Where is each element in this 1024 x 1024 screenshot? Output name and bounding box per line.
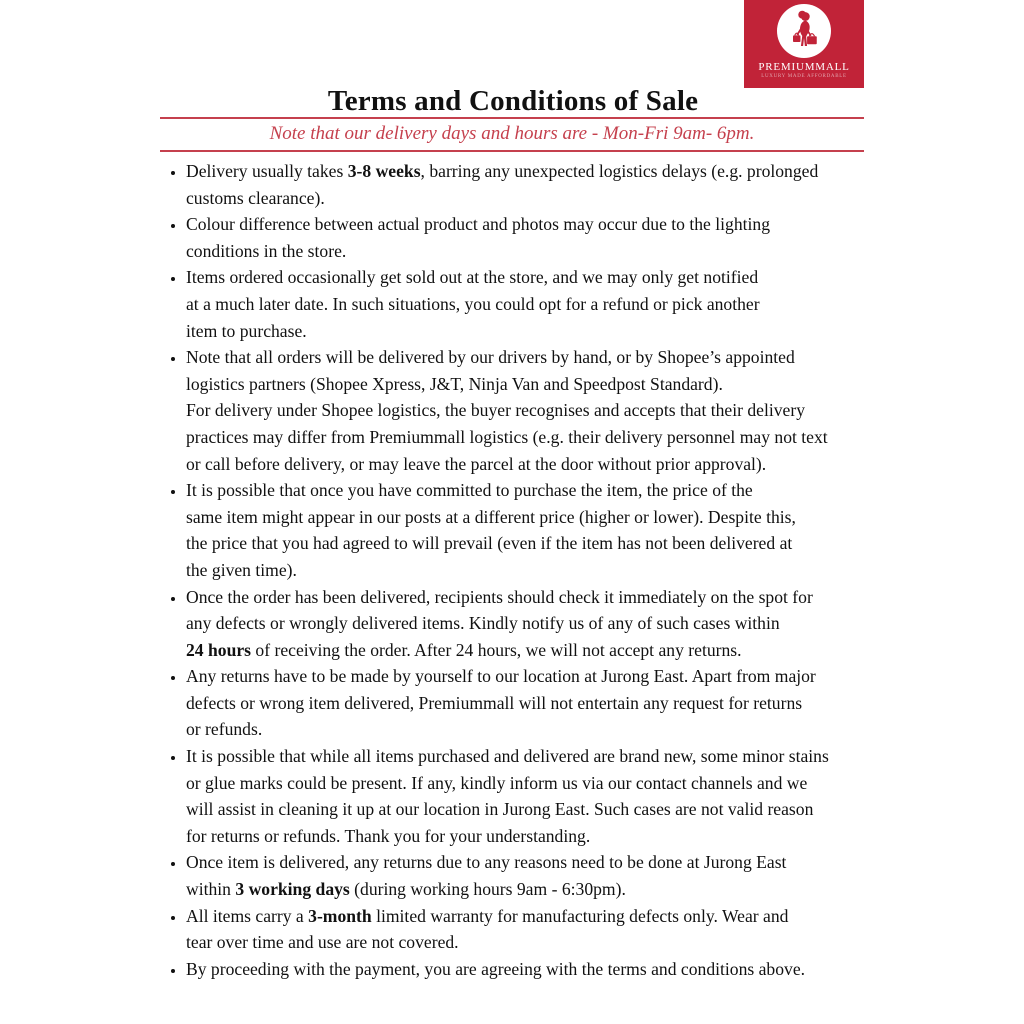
list-item: • Once the order has been delivered, recipients should check it immediately on the spot for any defects or wrongly delivered items. Kindly notify us of any of such cases within 24 hours of receiving the order. After 24 hours, we will not accept any returns. bbox=[186, 584, 898, 664]
list-item: • Any returns have to be made by yourself to our location at Jurong East. Apart from major defects or wrong item delivered, Premiummall will not entertain any request for returns or refunds. bbox=[186, 663, 898, 743]
logo-tagline: LUXURY MADE AFFORDABLE bbox=[761, 74, 847, 79]
list-item: • By proceeding with the payment, you are agreeing with the terms and conditions above. bbox=[186, 956, 898, 983]
list-item: • Colour difference between actual product and photos may occur due to the lighting conditions in the store. bbox=[186, 211, 898, 264]
page-title: Terms and Conditions of Sale bbox=[327, 85, 699, 118]
list-item: • Items ordered occasionally get sold out at the store, and we may only get notified at a much later date. In such situations, you could opt for a refund or pick another item to purchase. bbox=[186, 264, 898, 344]
list-item: • It is possible that while all items purchased and delivered are brand new, some minor stains or glue marks could be present. If any, kindly inform us via our contact channels and we will assist in cleaning it up at our location in Jurong East. Such cases are not valid reason for returns or refunds. Thank you for your understanding. bbox=[186, 743, 898, 849]
delivery-note: Note that our delivery days and hours are - Mon-Fri 9am- 6pm. bbox=[269, 123, 755, 144]
list-item: • Once item is delivered, any returns due to any reasons need to be done at Jurong East within 3 working days (during working hours 9am - 6:30pm). bbox=[186, 849, 898, 902]
logo-circle bbox=[777, 4, 831, 58]
woman-shopper-icon bbox=[782, 9, 826, 53]
terms-list bbox=[160, 158, 898, 982]
logo-name: PREMIUMMALL bbox=[758, 61, 850, 73]
list-item: • Note that all orders will be delivered by our drivers by hand, or by Shopee’s appointed logistics partners (Shopee Xpress, J&T, Ninja Van and Speedpost Standard). For delivery under Shopee logistics, the buyer recognises and accepts that their delivery practices may differ from Premiummall logistics (e.g. their delivery personnel may not text or call before delivery, or may leave the parcel at the door without prior approval). bbox=[186, 344, 898, 477]
list-item: • All items carry a 3-month limited warranty for manufacturing defects only. Wear and tear over time and use are not covered. bbox=[186, 903, 898, 956]
list-item: • Delivery usually takes 3-8 weeks, barring any unexpected logistics delays (e.g. prolonged customs clearance). bbox=[186, 158, 898, 211]
note-banner bbox=[160, 117, 864, 152]
list-item: • It is possible that once you have committed to purchase the item, the price of the same item might appear in our posts at a different price (higher or lower). Despite this, the price that you had agreed to will prevail (even if the item has not been delivered at the given time). bbox=[186, 477, 898, 583]
premiummall-logo bbox=[744, 0, 864, 88]
